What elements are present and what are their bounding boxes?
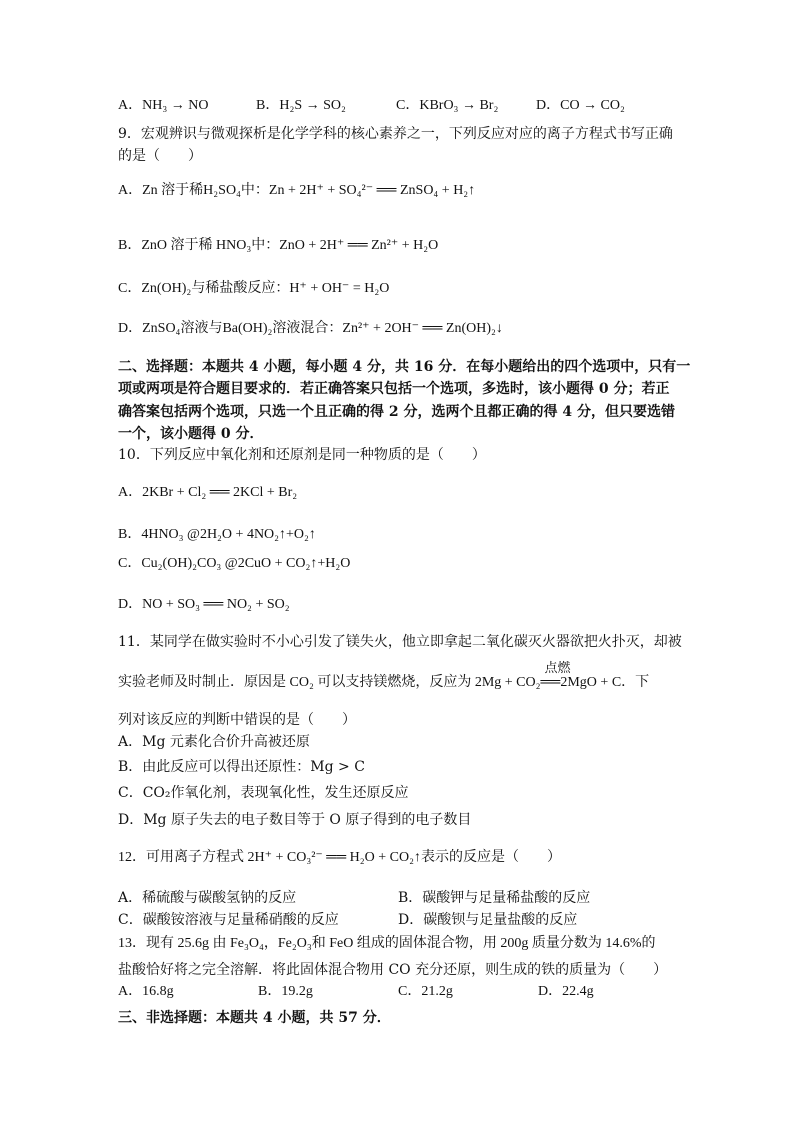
q8-option-c: C．KBrO₃ → Br₂	[396, 98, 499, 113]
q12-stem: 12．可用离子方程式 2H⁺ + CO₃²⁻ ══ H₂O + CO₂↑表示的反应是（ ）	[118, 850, 561, 865]
q8-options	[118, 96, 625, 116]
q11-option-d: D．Mg 原子失去的电子数目等于 O 原子得到的电子数目	[118, 812, 472, 828]
q11-stem-line1: 11．某同学在做实验时不小心引发了镁失火，他立即拿起二氧化碳灭火器欲把火扑灭，却被	[118, 634, 682, 650]
q13-stem-line2: 盐酸恰好将之完全溶解．将此固体混合物用 CO 充分还原，则生成的铁的质量为（ ）	[118, 962, 668, 978]
section2-line1: 二、选择题：本题共 4 小题，每小题 4 分，共 16 分．在每小题给出的四个选项中，只有一	[118, 359, 691, 375]
section2-line2: 项或两项是符合题目要求的．若正确答案只包括一个选项，多选时，该小题得 0 分；若正	[118, 381, 670, 397]
q10-option-a: A．2KBr + Cl₂ ══ 2KCl + Br₂	[118, 485, 298, 500]
q11-option-b: B．由此反应可以得出还原性：Mg > C	[118, 759, 365, 775]
q13-option-d: D．22.4g	[538, 984, 594, 999]
q8-option-a: A．NH₃ → NO	[118, 98, 209, 113]
section2-line4: 一个，该小题得 0 分．	[118, 426, 264, 442]
q10-option-d: D．NO + SO₃ ══ NO₂ + SO₂	[118, 597, 290, 612]
q10-option-c: C．Cu₂(OH)₂CO₃ @2CuO + CO₂↑+H₂O	[118, 556, 351, 571]
q10-option-b: B．4HNO₃ @2H₂O + 4NO₂↑+O₂↑	[118, 527, 316, 542]
q12-option-b: B．碳酸钾与足量稀盐酸的反应	[398, 890, 591, 906]
section2-line3: 确答案包括两个选项，只选一个且正确的得 2 分，选两个且都正确的得 4 分，但只要选错	[118, 404, 675, 420]
q9-stem-line1: 9．宏观辨识与微观探析是化学学科的核心素养之一，下列反应对应的离子方程式书写正确	[118, 126, 673, 142]
q8-option-d: D．CO → CO₂	[536, 98, 625, 113]
q13-option-b: B．19.2g	[258, 984, 313, 999]
q13-option-c: C．21.2g	[398, 984, 453, 999]
q8-option-b: B．H₂S → SO₂	[256, 98, 346, 113]
q13-option-a: A．16.8g	[118, 984, 174, 999]
q11-stem-line3: 列对该反应的判断中错误的是（ ）	[118, 712, 356, 728]
q10-stem: 10．下列反应中氧化剂和还原剂是同一种物质的是（ ）	[118, 447, 486, 463]
ignite-equals-sign: 点燃 ══	[540, 661, 571, 690]
q9-option-d: D．ZnSO₄溶液与Ba(OH)₂溶液混合：Zn²⁺ + 2OH⁻ ══ Zn(OH)₂↓	[118, 321, 503, 336]
q11-option-a: A．Mg 元素化合价升高被还原	[118, 734, 310, 750]
q9-option-b: B．ZnO 溶于稀 HNO₃中：ZnO + 2H⁺ ══ Zn²⁺ + H₂O	[118, 238, 439, 253]
q11-option-c: C．CO₂作氧化剂，表现氧化性，发生还原反应	[118, 785, 409, 801]
q9-option-a: A．Zn 溶于稀H₂SO₄中：Zn + 2H⁺ + SO₄²⁻ ══ ZnSO₄ + H₂↑	[118, 183, 476, 198]
q9-option-c: C．Zn(OH)₂与稀盐酸反应：H⁺ + OH⁻ = H₂O	[118, 281, 390, 296]
q11-stem-line2-post: 2MgO + C．下	[560, 675, 650, 690]
q11-stem-line2-pre: 实验老师及时制止．原因是 CO₂ 可以支持镁燃烧，反应为 2Mg + CO₂	[118, 675, 541, 690]
q13-stem-line1: 13．现有 25.6g 由 Fe₃O₄，Fe₂O₃和 FeO 组成的固体混合物，用 200g 质量分数为 14.6%的	[118, 936, 656, 951]
q9-stem-line2: 的是（ ）	[118, 148, 202, 164]
ignite-label: 点燃	[544, 661, 571, 676]
q12-option-c: C．碳酸铵溶液与足量稀硝酸的反应	[118, 912, 339, 928]
q12-option-a: A．稀硫酸与碳酸氢钠的反应	[118, 890, 297, 906]
q12-options-row2	[118, 910, 577, 930]
q13-options	[118, 982, 594, 1002]
q12-options-row1	[118, 888, 590, 908]
section3-heading: 三、非选择题：本题共 4 小题，共 57 分．	[118, 1010, 391, 1026]
q11-stem-line2	[118, 661, 650, 693]
q12-option-d: D．碳酸钡与足量盐酸的反应	[398, 912, 578, 928]
